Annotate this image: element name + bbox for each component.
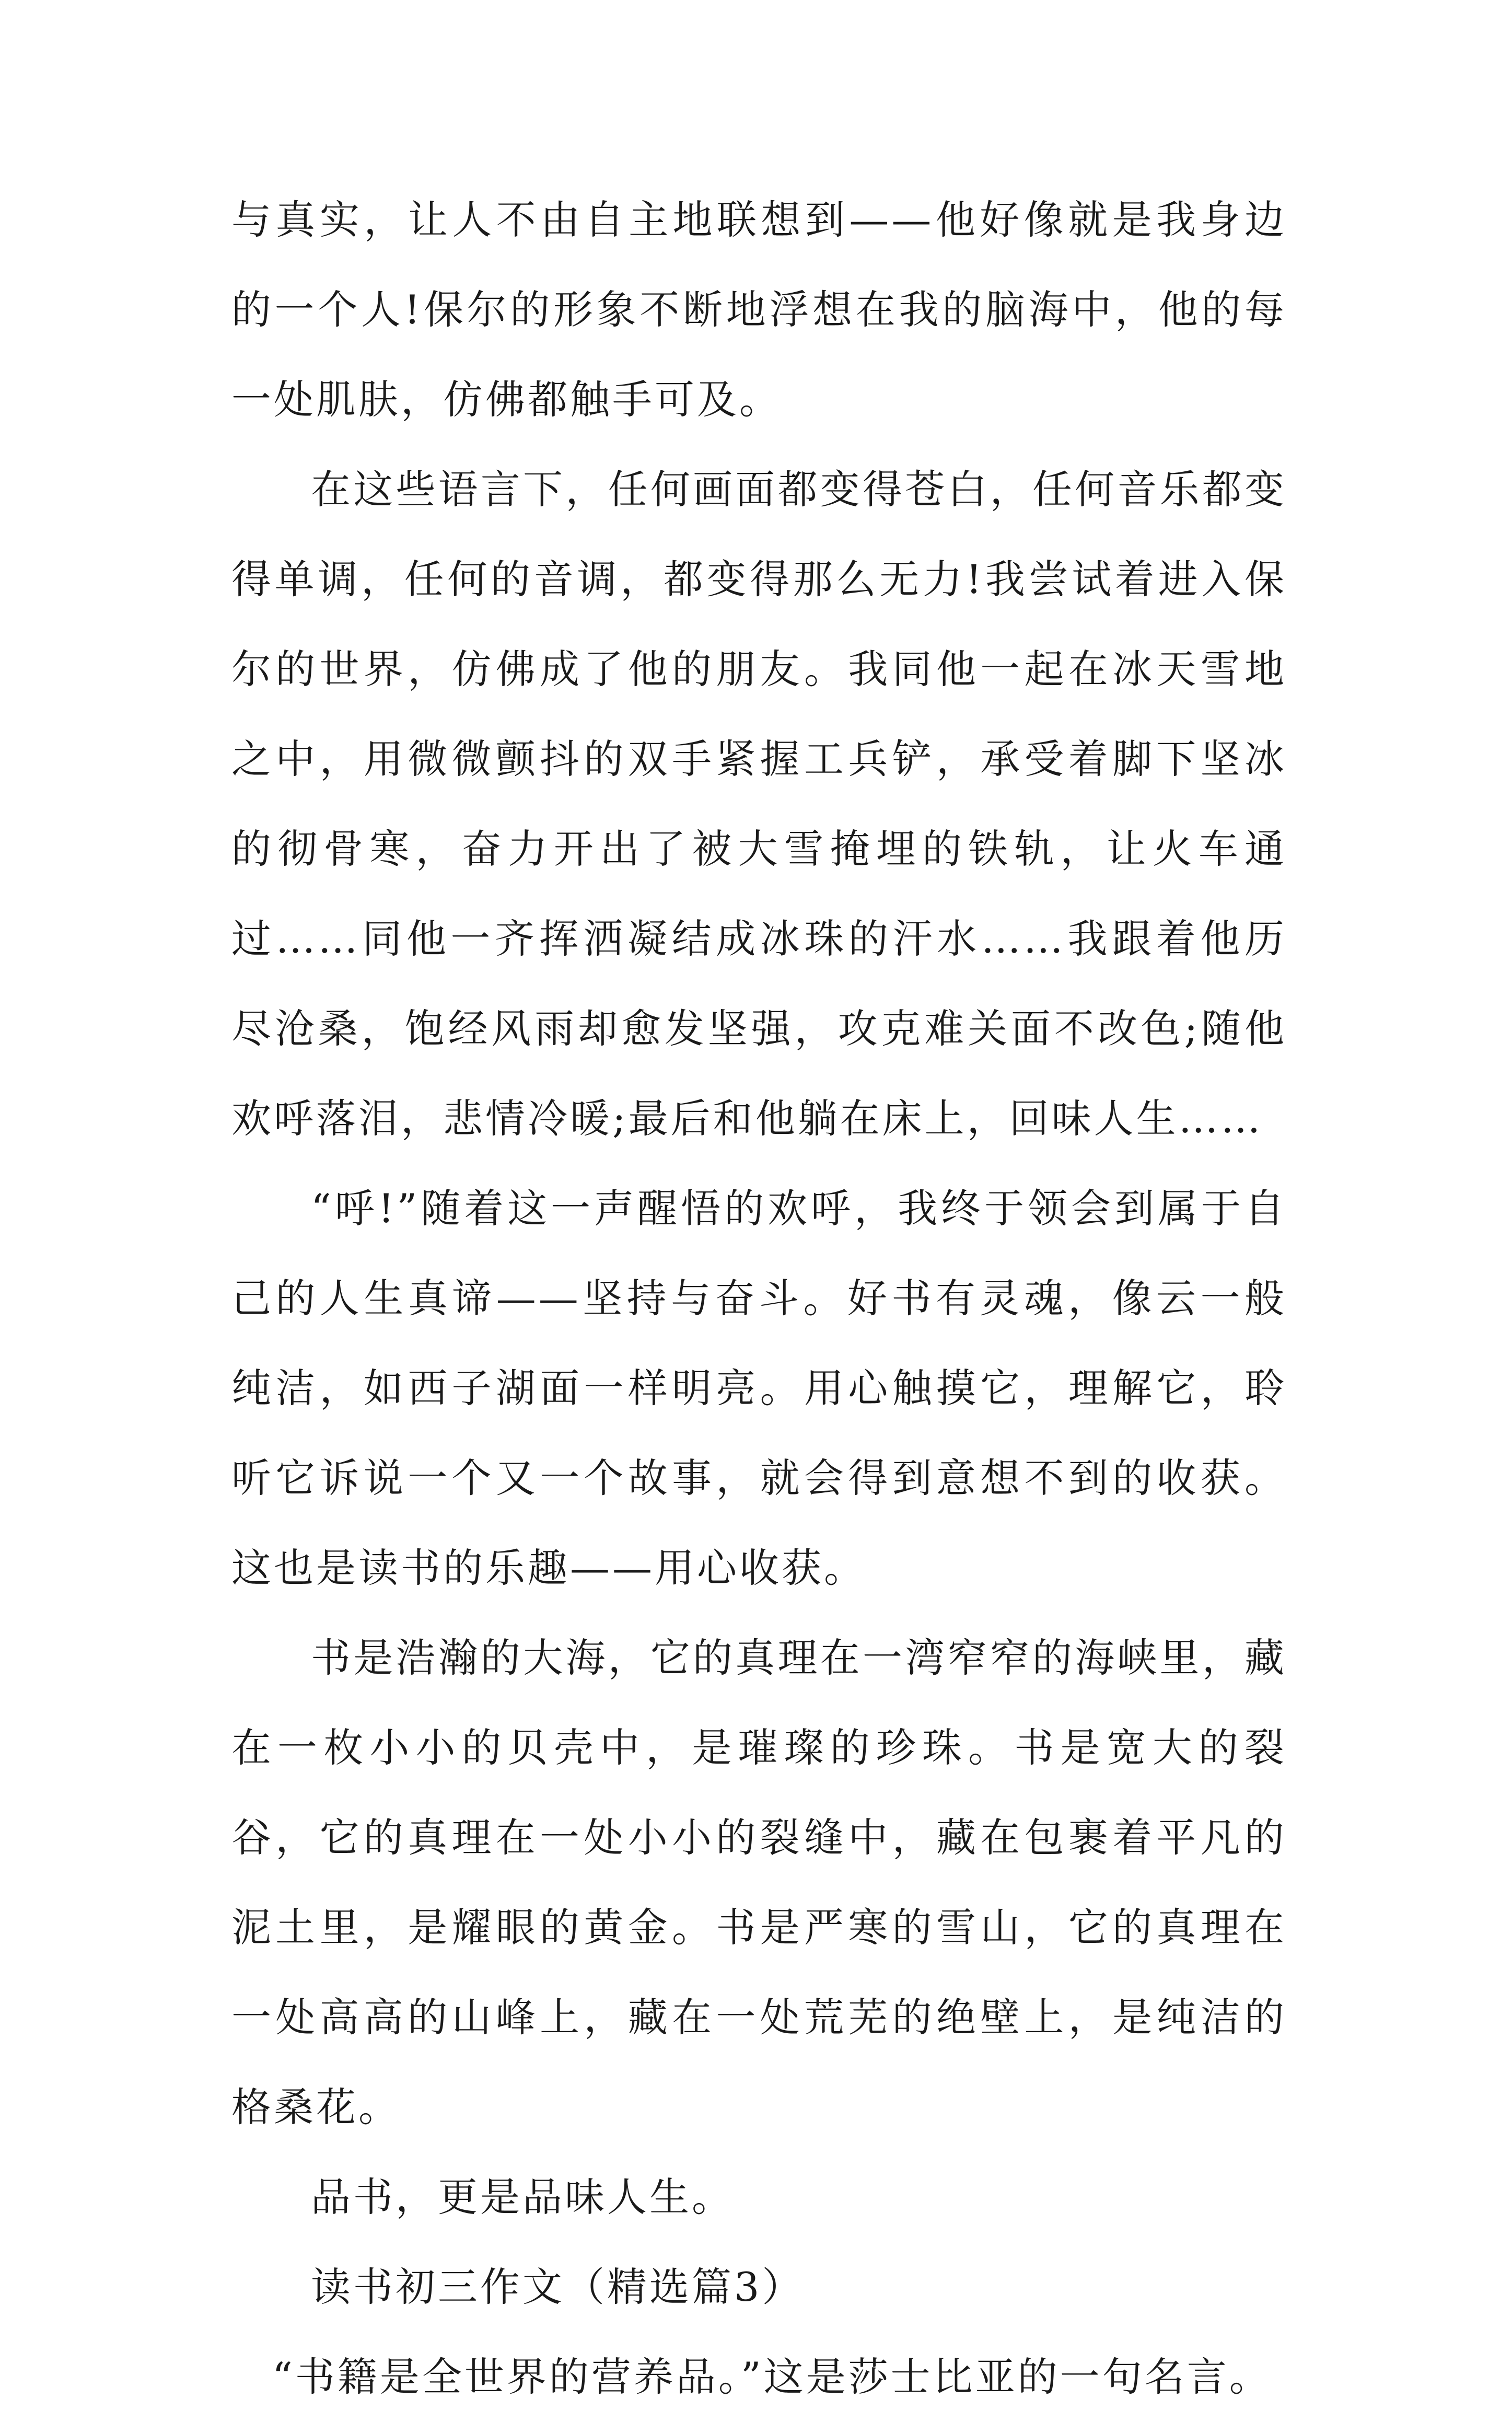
paragraph-shakespeare-quote: “书籍是全世界的营养品。”这是莎士比亚的一句名言。 bbox=[272, 2354, 1272, 2400]
section-heading: 读书初三作文（精选篇3） bbox=[311, 2264, 805, 2310]
paragraph-book-metaphor: 书是浩瀚的大海，它的真理在一湾窄窄的海峡里，藏在一枚小小的贝壳中，是璀璨的珍珠。书是宽大的裂谷，它的真理在一处小小的裂缝中，藏在包裹着平凡的泥土里，是耀眼的黄金。书是严寒的雪山，它的真理在一处高高的山峰上，藏在一处荒芜的绝壁上，是纯洁的格桑花。 bbox=[231, 1635, 1287, 2130]
paragraph-life-truth: “呼!”随着这一声醒悟的欢呼，我终于领会到属于自己的人生真谛——坚持与奋斗。好书有灵魂，像云一般纯洁，如西子湖面一样明亮。用心触摸它，理解它，聆听它诉说一个又一个故事，就会得到意想不到的收获。这也是读书的乐趣——用心收获。 bbox=[231, 1185, 1287, 1591]
paragraph-continuation: 与真实，让人不由自主地联想到——他好像就是我身边的一个人!保尔的形象不断地浮想在我的脑海中，他的每一处肌肤，仿佛都触手可及。 bbox=[231, 196, 1287, 423]
paragraph-savor-life: 品书，更是品味人生。 bbox=[311, 2174, 734, 2220]
article-body bbox=[231, 175, 1287, 2422]
paragraph-paul-world: 在这些语言下，任何画面都变得苍白，任何音乐都变得单调，任何的音调，都变得那么无力!我尝试着进入保尔的世界，仿佛成了他的朋友。我同他一起在冰天雪地之中，用微微颤抖的双手紧握工兵铲，承受着脚下坚冰的彻骨寒，奋力开出了被大雪掩埋的铁轨，让火车通过……同他一齐挥洒凝结成冰珠的汗水……我跟着他历尽沧桑，饱经风雨却愈发坚强，攻克难关面不改色;随他欢呼落泪，悲情冷暖;最后和他躺在床上，回味人生…… bbox=[231, 466, 1287, 1142]
